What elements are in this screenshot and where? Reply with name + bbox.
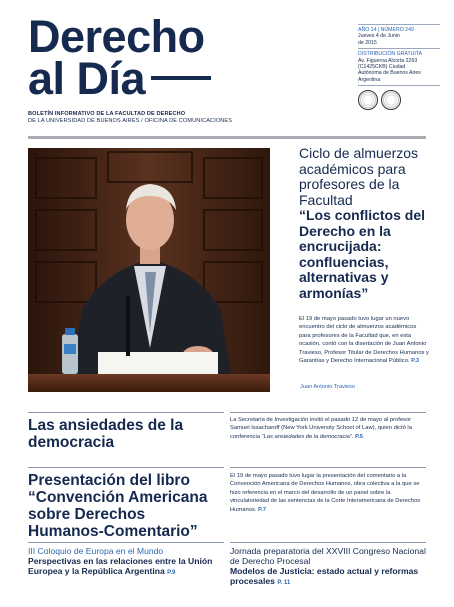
distribution-label: DISTRIBUCIÓN GRATUITA: [358, 51, 423, 58]
section-divider: [28, 467, 224, 468]
photo-caption: Juan Antonio Travieso: [300, 384, 356, 390]
issue-info: [358, 24, 440, 115]
masthead-title-line2: al Día: [28, 53, 146, 104]
address-line4: Argentina: [358, 76, 381, 83]
jornada-title: Modelos de Justicia: estado actual y reformas procesales: [230, 566, 419, 586]
address-line3: Autónoma de Buenos Aires: [358, 70, 421, 77]
lead-page-ref[interactable]: P.3: [411, 358, 420, 365]
masthead-dash: [151, 76, 211, 80]
europa-title: Perspectivas en las relaciones entre la Unión Europea y la República Argentina: [28, 556, 213, 576]
address-line2: (C1425CKB) Ciudad: [358, 64, 406, 71]
top-divider: [28, 136, 426, 139]
issue-date-line2: de 2015: [358, 39, 377, 46]
masthead-title: [28, 11, 211, 104]
democracia-title: Las ansiedades de la democracia: [28, 417, 184, 451]
libro-body: [230, 472, 426, 514]
faculty-seal-icon: [358, 90, 378, 110]
lead-body: [299, 315, 429, 365]
europa-section: [28, 546, 224, 578]
libro-page-ref[interactable]: P.7: [258, 506, 267, 513]
issue-date-line1: Jueves 4 de Junio: [358, 33, 400, 40]
democracia-body: [230, 416, 426, 441]
lead-kicker: Ciclo de almuerzos académicos para profesores de la Facultad: [299, 145, 419, 208]
section-divider: [230, 412, 426, 413]
address-line1: Av. Figueroa Alcorta 2263: [358, 57, 418, 64]
democracia-body-pre: La Secretaría de Investigación invitó el pasado 12 de mayo al profesor Samuel Issacharoff (New York University School of Law), quien dictó la conferencia: [230, 417, 412, 440]
section-divider: [28, 412, 224, 413]
section-divider: [230, 542, 426, 543]
lead-photo-illustration: [28, 148, 270, 392]
democracia-page-ref[interactable]: P.5: [355, 433, 364, 440]
europa-kicker: III Coloquio de Europa en el Mundo: [28, 546, 164, 556]
lead-headline: “Los conflictos del Derecho en la encrucijada: confluencias, alternativas y armonías”: [299, 207, 426, 301]
university-seal-icon: [381, 90, 401, 110]
democracia-body-italic: “Las ansiedades de la democracia”: [261, 433, 352, 440]
section-divider: [28, 542, 224, 543]
tagline-line2: DE LA UNIVERSIDAD DE BUENOS AIRES / OFICINA DE COMUNICACIONES: [28, 118, 233, 124]
lead-body-text: El 19 de mayo pasado tuvo lugar un nuevo encuentro del ciclo de almuerzos académicos para profesores de la Facultad que, en esta ocasión, contó con la disertación de Juan Antonio Travieso, Profesor Titular de Derechos Humanos y Garantías y Derecho Internacional Público.: [299, 316, 429, 365]
tagline-line1: BOLETÍN INFORMATIVO DE LA FACULTAD DE DERECHO: [28, 111, 186, 117]
jornada-section: [230, 546, 426, 588]
libro-body-text: El 19 de mayo pasado tuvo lugar la presentación del comentario a la Convención Americana de Derechos Humanos, obra colectiva a la que se hizo referencia en el marco del desarrollo de un panel sobre la vinculatoriedad de las sentencias de la Corte Interamericana de Derechos Humanos.: [230, 473, 421, 513]
democracia-body-post: .: [351, 433, 354, 440]
masthead-title-line1: Derecho: [28, 11, 205, 62]
libro-title: Presentación del libro “Convención Americana sobre Derechos Humanos-Comentario”: [28, 472, 208, 540]
jornada-page-ref[interactable]: P. 11: [277, 580, 291, 586]
jornada-kicker: Jornada preparatoria del XXVIII Congreso Nacional de Derecho Procesal: [230, 546, 426, 566]
europa-page-ref[interactable]: P.9: [167, 570, 176, 576]
section-divider: [230, 467, 426, 468]
issue-number: AÑO 14 | NÚMERO 249: [358, 27, 414, 33]
lead-photo: [28, 148, 270, 392]
lead-story: [299, 146, 429, 365]
